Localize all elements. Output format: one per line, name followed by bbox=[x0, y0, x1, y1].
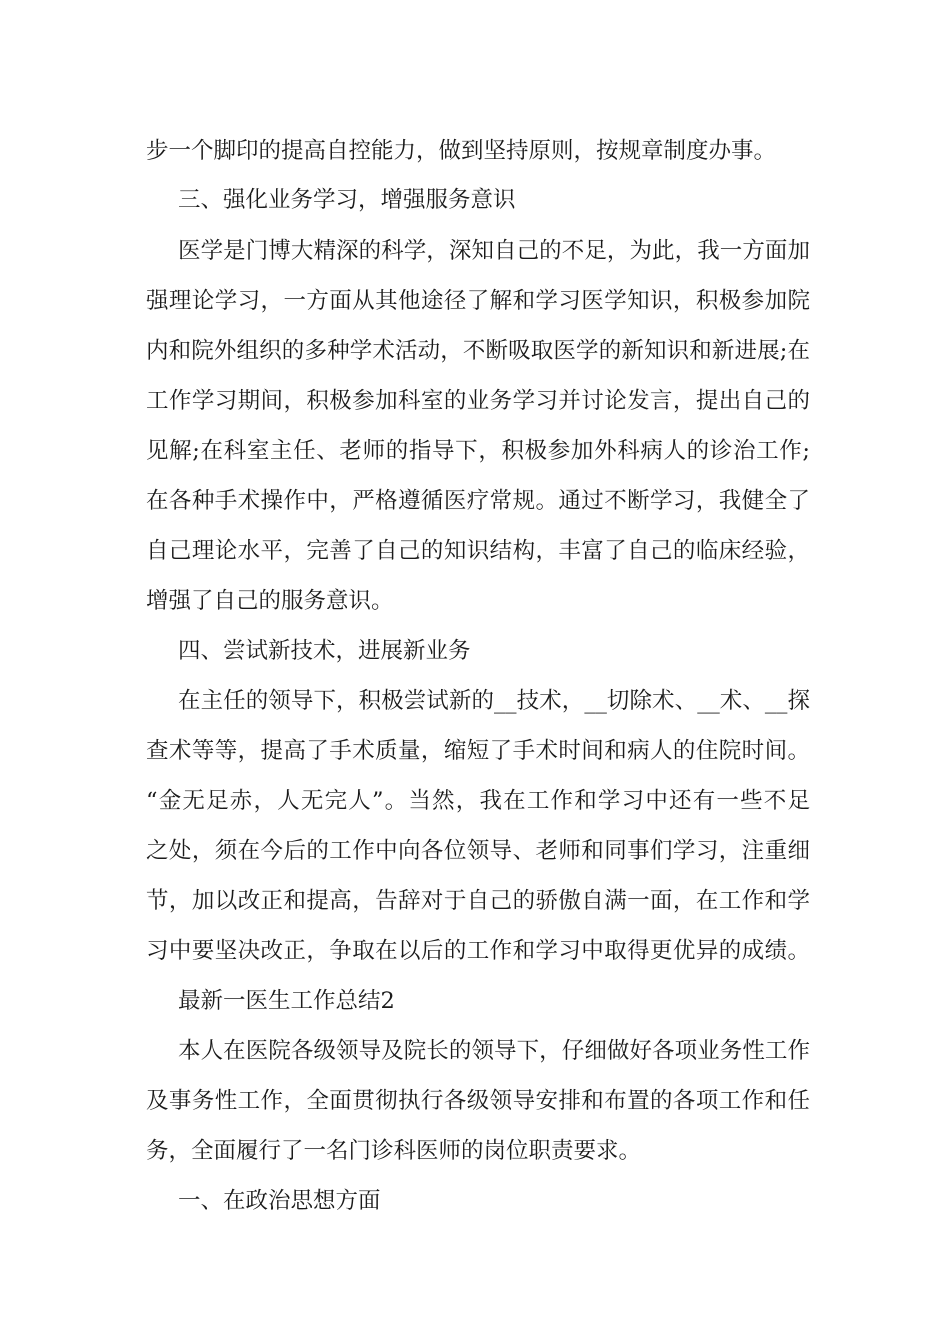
paragraph-line: 及事务性工作，全面贯彻执行各级领导安排和布置的各项工作和任 bbox=[146, 1088, 810, 1114]
paragraph-line: 医学是门博大精深的科学，深知自己的不足，为此，我一方面加 bbox=[178, 238, 810, 264]
paragraph-line: 强理论学习，一方面从其他途径了解和学习医学知识，积极参加院 bbox=[146, 288, 810, 314]
paragraph-line: 工作学习期间，积极参加科室的业务学习并讨论发言，提出自己的 bbox=[146, 388, 810, 414]
paragraph-line: 自己理论水平，完善了自己的知识结构，丰富了自己的临床经验， bbox=[146, 538, 810, 564]
paragraph-line: 习中要坚决改正，争取在以后的工作和学习中取得更优异的成绩。 bbox=[146, 938, 810, 964]
paragraph-line: 本人在医院各级领导及院长的领导下，仔细做好各项业务性工作 bbox=[178, 1038, 810, 1064]
paragraph-line: 节，加以改正和提高，告辞对于自己的骄傲自满一面，在工作和学 bbox=[146, 888, 810, 914]
document-subtitle: 最新一医生工作总结2 bbox=[178, 988, 395, 1014]
paragraph-line: 步一个脚印的提高自控能力，做到坚持原则，按规章制度办事。 bbox=[146, 138, 777, 164]
section-heading-4: 四、尝试新技术，进展新业务 bbox=[178, 638, 471, 664]
paragraph-line: “金无足赤，人无完人”。当然，我在工作和学习中还有一些不足 bbox=[146, 788, 810, 814]
paragraph-line: 查术等等，提高了手术质量，缩短了手术时间和病人的住院时间。 bbox=[146, 738, 810, 764]
paragraph-line: 在各种手术操作中，严格遵循医疗常规。通过不断学习，我健全了 bbox=[146, 488, 810, 514]
paragraph-line: 之处，须在今后的工作中向各位领导、老师和同事们学习，注重细 bbox=[146, 838, 810, 864]
paragraph-line: 内和院外组织的多种学术活动，不断吸取医学的新知识和新进展;在 bbox=[146, 338, 810, 364]
paragraph-line: 务，全面履行了一名门诊科医师的岗位职责要求。 bbox=[146, 1138, 642, 1164]
paragraph-line: 增强了自己的服务意识。 bbox=[146, 588, 394, 614]
paragraph-line: 见解;在科室主任、老师的指导下，积极参加外科病人的诊治工作; bbox=[146, 438, 810, 464]
section-heading-3: 三、强化业务学习，增强服务意识 bbox=[178, 187, 516, 213]
paragraph-line: 在主任的领导下，积极尝试新的__技术，__切除术、__术、__探 bbox=[178, 688, 810, 714]
section-heading-1: 一、在政治思想方面 bbox=[178, 1188, 381, 1214]
